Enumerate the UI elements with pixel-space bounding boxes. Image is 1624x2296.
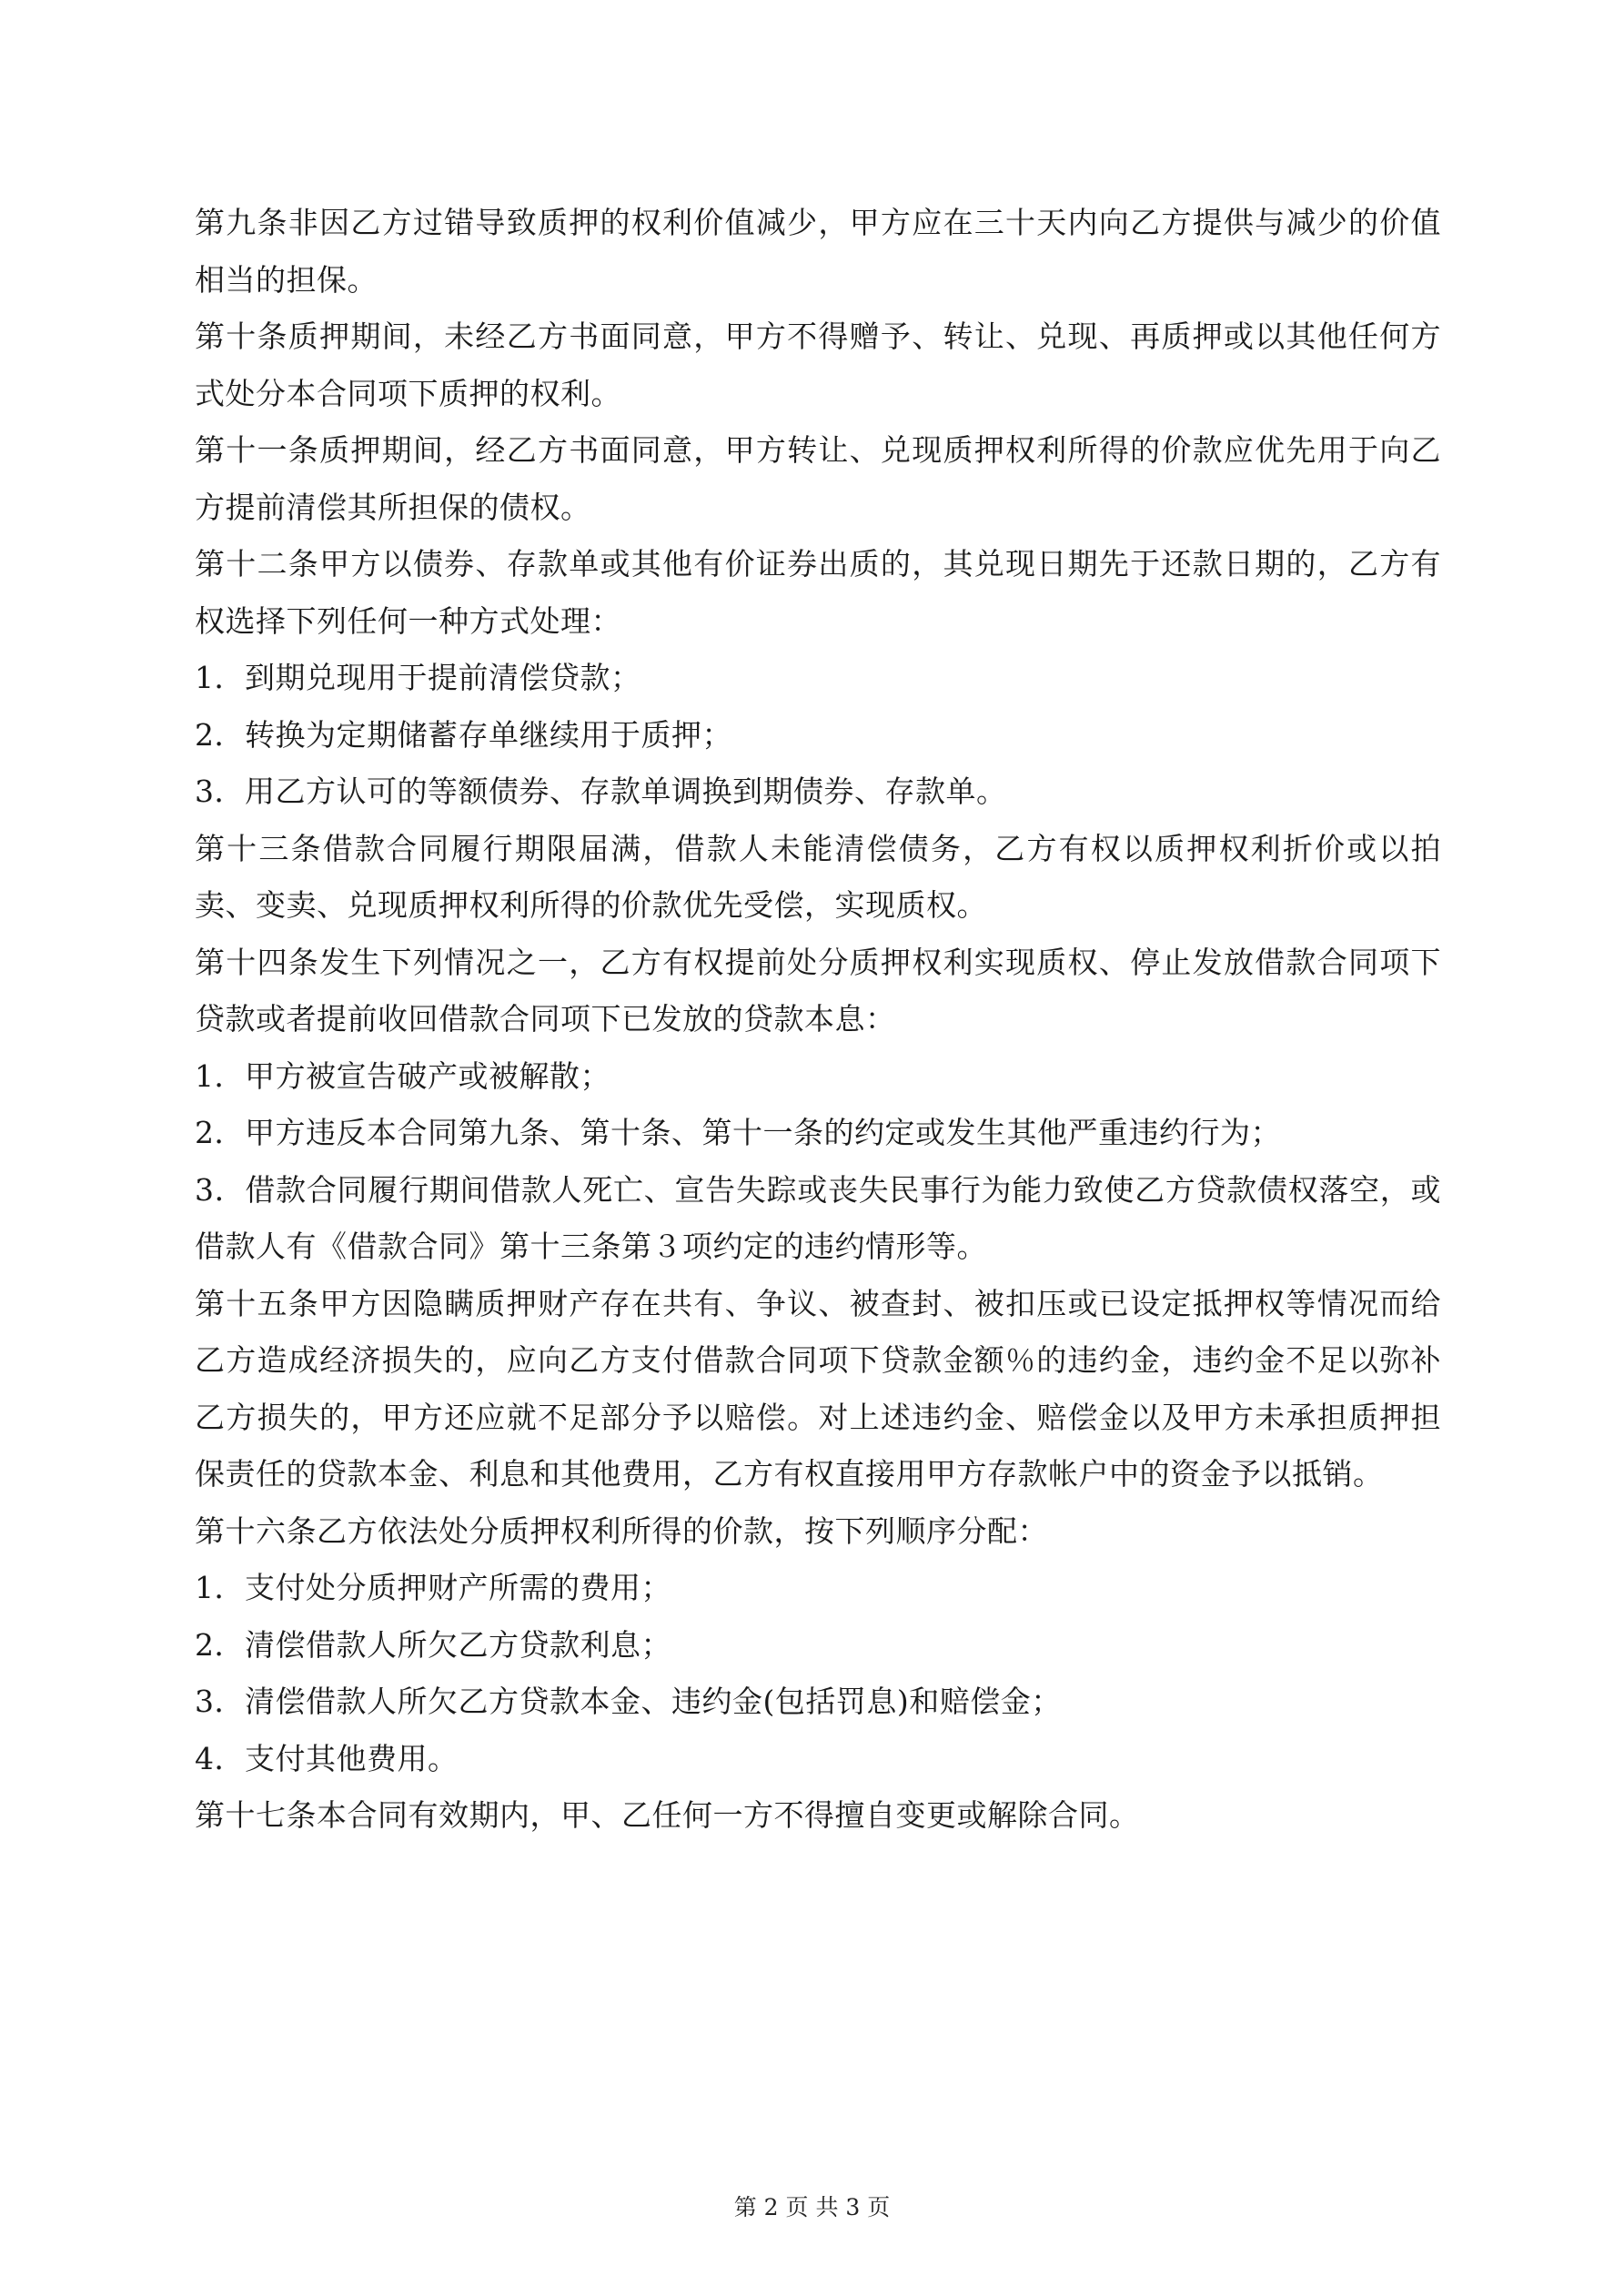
paragraph-article-14: 第十四条发生下列情况之一，乙方有权提前处分质押权利实现质权、停止发放借款合同项下贷款或者提前收回借款合同项下已发放的贷款本息： <box>195 944 1441 1037</box>
list-item: 3．清偿借款人所欠乙方贷款本金、违约金(包括罚息)和赔偿金； <box>195 1684 1062 1719</box>
page-number: 第 2 页 共 3 页 <box>733 2194 891 2220</box>
paragraph-article-10: 第十条质押期间，未经乙方书面同意，甲方不得赠予、转让、兑现、再质押或以其他任何方式处分本合同项下质押的权利。 <box>195 319 1441 411</box>
list-item: 1．甲方被宣告破产或被解散； <box>195 1057 610 1094</box>
paragraph-article-16: 第十六条乙方依法处分质押权利所得的价款，按下列顺序分配： <box>195 1512 1048 1549</box>
list-item: 2．清偿借款人所欠乙方贷款利息； <box>195 1626 671 1663</box>
list-item: 1．支付处分质押财产所需的费用； <box>195 1570 671 1605</box>
list-item: 4．支付其他费用。 <box>195 1740 459 1776</box>
paragraph-article-17: 第十七条本合同有效期内，甲、乙任何一方不得擅自变更或解除合同。 <box>195 1797 1140 1833</box>
list-item: 2．转换为定期储蓄存单继续用于质押； <box>195 716 732 753</box>
list-item: 3．用乙方认可的等额债券、存款单调换到期债券、存款单。 <box>195 774 1007 809</box>
list-item: 3．借款合同履行期间借款人死亡、宣告失踪或丧失民事行为能力致使乙方贷款债权落空，或借款人有《借款合同》第十三条第３项约定的违约情形等。 <box>195 1171 1441 1264</box>
paragraph-article-11: 第十一条质押期间，经乙方书面同意，甲方转让、兑现质押权利所得的价款应优先用于向乙方提前清偿其所担保的债权。 <box>195 432 1441 525</box>
list-item: 2．甲方违反本合同第九条、第十条、第十一条的约定或发生其他严重违约行为； <box>195 1115 1281 1150</box>
paragraph-article-12: 第十二条甲方以债券、存款单或其他有价证券出质的，其兑现日期先于还款日期的，乙方有权选择下列任何一种方式处理： <box>195 546 1441 639</box>
paragraph-article-15: 第十五条甲方因隐瞒质押财产存在共有、争议、被查封、被扣压或已设定抵押权等情况而给乙方造成经济损失的，应向乙方支付借款合同项下贷款金额％的违约金，违约金不足以弥补乙方损失的，甲方还应就不足部分予以赔偿。对上述违约金、赔偿金以及甲方未承担质押担保责任的贷款本金、利息和其他费用，乙方有权直接用甲方存款帐户中的资金予以抵销。 <box>195 1285 1441 1492</box>
document-body <box>195 195 1441 1845</box>
list-item: 1．到期兑现用于提前清偿贷款； <box>195 660 641 695</box>
paragraph-article-9: 第九条非因乙方过错导致质押的权利价值减少，甲方应在三十天内向乙方提供与减少的价值相当的担保。 <box>195 205 1441 298</box>
paragraph-article-13: 第十三条借款合同履行期限届满，借款人未能清偿债务，乙方有权以质押权利折价或以拍卖、变卖、兑现质押权利所得的价款优先受偿，实现质权。 <box>195 830 1441 923</box>
